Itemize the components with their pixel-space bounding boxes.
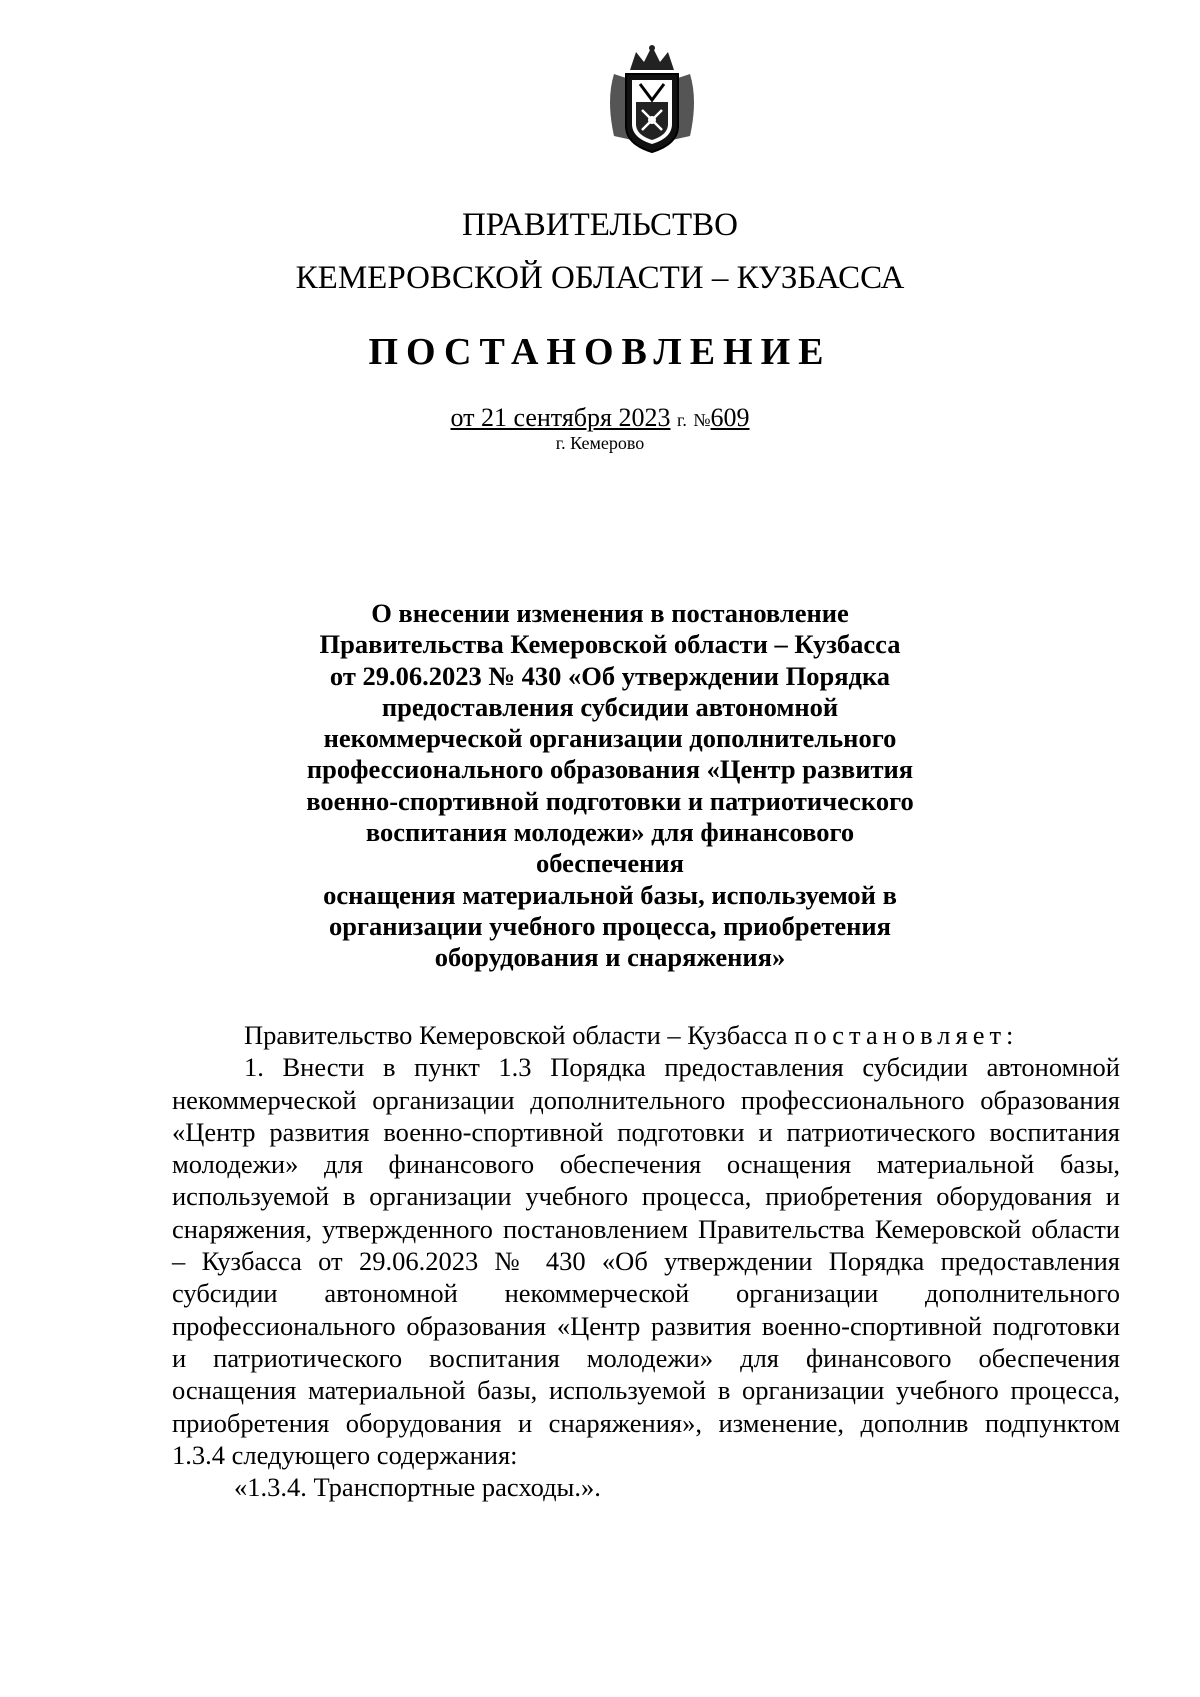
government-name-line1: ПРАВИТЕЛЬСТВО <box>461 207 739 243</box>
quote-paragraph: «1.3.4. Транспортные расходы.». <box>234 1472 601 1503</box>
document-date: от 21 сентября 2023 <box>450 403 671 432</box>
subject-line: предоставления субсидии автономной <box>381 691 839 722</box>
subject-line: Правительства Кемеровской области – Кузбасса <box>319 629 901 660</box>
subject-line: военно-спортивной подготовки и патриотического <box>306 785 914 816</box>
year-suffix: г. <box>676 410 687 430</box>
subject-line: профессионального образования «Центр развития <box>306 754 914 785</box>
intro-verb: постановляет: <box>794 1020 1019 1050</box>
subject-line: от 29.06.2023 № 430 «Об утверждении Порядка <box>329 660 891 691</box>
coat-of-arms-emblem <box>592 40 712 158</box>
subject-line: оборудования и снаряжения» <box>434 942 786 973</box>
subject-line: воспитания молодежи» для финансового обеспечения <box>365 817 855 879</box>
document-type-title: ПОСТАНОВЛЕНИЕ <box>368 331 832 373</box>
subject-line: О внесении изменения в постановление <box>371 598 849 628</box>
subject-line: оснащения материальной базы, используемой в <box>323 879 897 910</box>
document-body <box>172 1019 1120 1503</box>
subject-line: организации учебного процесса, приобретения <box>329 910 891 941</box>
government-name-line2: КЕМЕРОВСКОЙ ОБЛАСТИ – КУЗБАССА <box>295 260 905 296</box>
date-number-line <box>0 403 1200 435</box>
document-number: 609 <box>710 403 750 432</box>
intro-paragraph <box>172 1019 1120 1051</box>
subject-line: некоммерческой организации дополнительного <box>323 723 897 754</box>
number-sign: № <box>693 410 711 430</box>
city-name: г. Кемерово <box>555 433 645 453</box>
item-1-paragraph: 1. Внести в пункт 1.3 Порядка предоставления субсидии автономной некоммерческой организации дополнительного профессионального образования «Центр развития военно-спортивной подготовки и патриотического воспитания молодежи» для финансового обеспечения оснащения материальной базы, используемой в организации учебного процесса, приобретения оборудования и снаряжения, утвержденного постановлением Правительства Кемеровской области – Кузбасса от 29.06.2023 № 430 «Об утверждении Порядка предоставления субсидии автономной некоммерческой организации дополнительного профессионального образования «Центр развития военно-спортивной подготовки и патриотического воспитания молодежи» для финансового обеспечения оснащения материальной базы, используемой в организации учебного процесса, приобретения оборудования и снаряжения», изменение, дополнив подпунктом 1.3.4 следующего содержания: <box>172 1052 1120 1470</box>
intro-text: Правительство Кемеровской области – Кузбасса <box>244 1020 788 1050</box>
document-subject <box>300 598 920 974</box>
